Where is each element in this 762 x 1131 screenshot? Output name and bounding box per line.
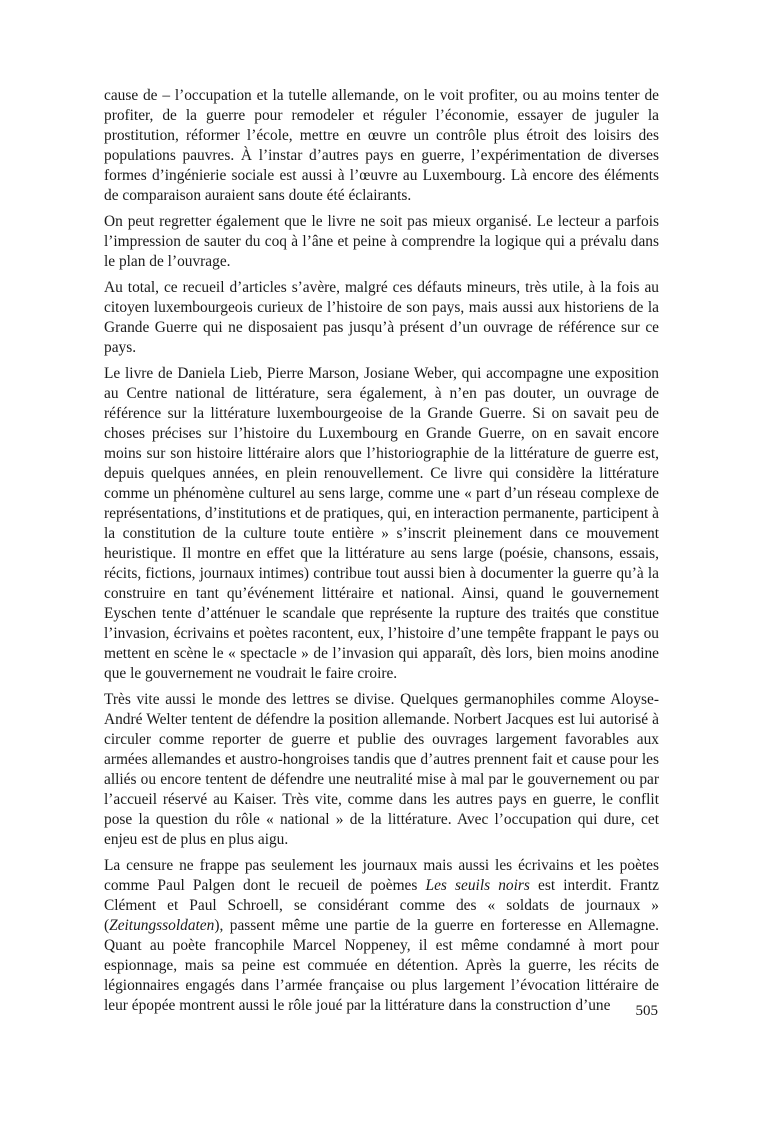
paragraph-6-text: La censure ne frappe pas seulement les journaux mais aussi les écrivains et les poètes comme Paul Palgen dont le recueil de poèmes: [104, 857, 659, 894]
paragraph-1: [104, 86, 659, 206]
paragraph-5: [104, 690, 659, 850]
paragraph-4: [104, 364, 659, 684]
term-zeitungssoldaten: Zeitungssoldaten: [109, 917, 215, 934]
paragraph-6: [104, 856, 659, 1016]
book-title-les-seuils-noirs: Les seuils noirs: [425, 877, 530, 894]
page-body: [104, 86, 659, 1022]
paragraph-2-text: On peut regretter également que le livre ne soit pas mieux organisé. Le lecteur a parfois l’impression de sauter du coq à l’âne et peine à comprendre la logique qui a prévalu dans le plan de l’ouvrage.: [104, 213, 659, 270]
paragraph-3-text: Au total, ce recueil d’articles s’avère, malgré ces défauts mineurs, très utile, à la fois au citoyen luxembourgeois curieux de l’histoire de son pays, mais aussi aux historiens de la Grande Guerre qui ne disposaient pas jusqu’à présent d’un ouvrage de référence sur ce pays.: [104, 279, 659, 356]
paragraph-2: [104, 212, 659, 272]
page-number: 505: [635, 1003, 658, 1019]
paragraph-5-text: Très vite aussi le monde des lettres se divise. Quelques germanophiles comme Aloyse-André Welter tentent de défendre la position allemande. Norbert Jacques est lui autorisé à circuler comme reporter de guerre et publie des ouvrages largement favorables aux armées allemandes et austro-hongroises tandis que d’autres prennent fait et cause pour les alliés ou encore tentent de défendre une neutralité mise à mal par le gouvernement ou par l’accueil réservé au Kaiser. Très vite, comme dans les autres pays en guerre, le conflit pose la question du rôle « national » de la littérature. Avec l’occupation qui dure, cet enjeu est de plus en plus aigu.: [104, 691, 659, 848]
paragraph-6-text-end: ), passent même une partie de la guerre en forteresse en Allemagne. Quant au poète francophile Marcel Noppeney, il est même condamné à mort pour espionnage, mais sa peine est commuée en détention. Après la guerre, les récits de légionnaires engagés dans l’armée française ou plus largement l’évocation littéraire de leur épopée montrent aussi le rôle joué par la littérature dans la construction d’une: [104, 917, 659, 1014]
paragraph-6-text-cont: est interdit. Frantz Clément et Paul Schroell, se considérant comme des « soldats de journaux » (: [104, 877, 659, 934]
paragraph-1-text: cause de – l’occupation et la tutelle allemande, on le voit profiter, ou au moins tenter de profiter, de la guerre pour remodeler et réguler l’économie, essayer de juguler la prostitution, réformer l’école, mettre en œuvre un contrôle plus étroit des loisirs des populations pauvres. À l’instar d’autres pays en guerre, l’expérimentation de diverses formes d’ingénierie sociale est aussi à l’œuvre au Luxembourg. Là encore des éléments de comparaison auraient sans doute été éclairants.: [104, 87, 659, 204]
paragraph-4-text: Le livre de Daniela Lieb, Pierre Marson, Josiane Weber, qui accompagne une exposition au Centre national de littérature, sera également, à n’en pas douter, un ouvrage de référence sur la littérature luxembourgeoise de la Grande Guerre. Si on savait peu de choses précises sur l’histoire du Luxembourg en Grande Guerre, on en savait encore moins sur son histoire littéraire alors que l’historiographie de la littérature de guerre est, depuis quelques années, en plein renouvellement. Ce livre qui considère la littérature comme un phénomène culturel au sens large, comme une « part d’un réseau complexe de représentations, d’institutions et de pratiques, qui, en interaction permanente, participent à la constitution de la culture toute entière » s’inscrit pleinement dans ce mouvement heuristique. Il montre en effet que la littérature au sens large (poésie, chansons, essais, récits, fictions, journaux intimes) contribue tout aussi bien à documenter la guerre qu’à la construire en tant qu’événement littéraire et national. Ainsi, quand le gouvernement Eyschen tente d’atténuer le scandale que représente la rupture des traités que constitue l’invasion, écrivains et poètes racontent, eux, l’histoire d’une tempête frappant le pays ou mettent en scène le « spectacle » de l’invasion qui apparaît, dès lors, bien moins anodine que le gouvernement ne voudrait le faire croire.: [104, 365, 659, 682]
paragraph-3: [104, 278, 659, 358]
